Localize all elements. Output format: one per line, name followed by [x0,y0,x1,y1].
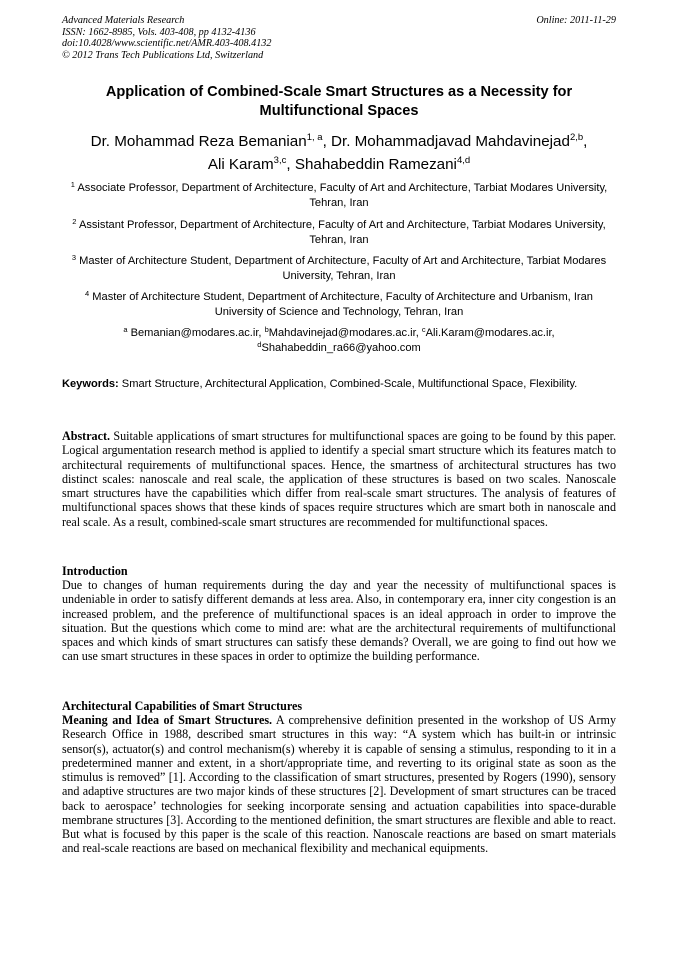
affiliation-number: 2 [72,217,77,226]
affiliation-number: 1 [70,180,75,189]
affiliation-1 [62,181,616,210]
author-name: Dr. Mohammadjavad Mahdavinejad [331,133,570,150]
affiliation-text: Associate Professor, Department of Architecture, Faculty of Art and Architecture, Tarbiat Modares University, Tehran, Iran [77,182,608,209]
affiliation-number: 3 [71,253,77,262]
introduction-heading: Introduction [62,564,128,578]
affiliation-3 [62,254,616,283]
subsection-label: Meaning and Idea of Smart Structures. [62,713,273,727]
email-superscript: b [264,325,269,334]
keywords-label: Keywords: [62,378,119,390]
affiliation-text: Master of Architecture Student, Department of Architecture, Faculty of Art and Architecture, Tarbiat Modares University, Tehran, Iran [79,255,607,282]
author-separator: , [286,156,295,173]
keywords-text: Structure, Architectural Application, Combined-Scale, Multifunctional Space, Flexibility. [151,378,578,390]
email-address: Mahdavinejad@modares.ac.ir, [268,327,422,339]
section-heading: Architectural Capabilities of Smart Structures [62,699,303,713]
author-separator: , [583,133,588,150]
keywords: Keywords: Smart Structure, Architectural Application, Combined-Scale, Multifunctional Space, Flexibility. [62,378,578,390]
issn-line: ISSN: 1662-8985, Vols. 403-408, pp 4132-4136 [62,26,256,38]
journal-header [62,15,616,61]
affiliation-text: Assistant Professor, Department of Architecture, Faculty of Art and Architecture, Tarbiat Modares University, Tehran, Iran [78,219,606,246]
author-superscript: 4,d [456,155,471,166]
copyright-line: © 2012 Trans Tech Publications Ltd, Switzerland [62,49,264,61]
author-list [62,130,616,176]
online-date: Online: 2011-11-29 [536,15,616,26]
paper-title: Application of Combined-Scale Smart Structures as a Necessity for Multifunctional Spaces [105,84,573,119]
section-body [62,713,616,856]
email-address: Shahabeddin_ra66@yahoo.com [261,341,421,354]
author-superscript: 1, a [306,132,323,143]
affiliation-number: 4 [85,289,90,298]
journal-name: Advanced Materials Research [62,15,185,26]
author-name: Ali Karam [207,156,274,173]
introduction-text: Due to changes of human requirements during the day and year the necessity of multifunctional spaces is undeniable in order to satisfy different demands at less area. Also, in contemporary era, inner city congestion is an increased problem, and the preference of multifunctional spaces is an ideal approach in order to improve the situation. But the questions which come to mind are: what are the architectural requirements of multifunctional spaces and which kinds of smart structures can satisfy these demands? Overall, we are going to find out how we can use smart structures in these spaces in order to optimize the building performance. [62,578,616,664]
section-text: A comprehensive definition presented in the workshop of US Army Research Office in 1988, described smart structures in this way: “A system which has built-in or intrinsic sensor(s), actuator(s) and control mechanism(s) whereby it is capable of sensing a stimulus, responding to it in a predetermined manner and extent, in a short/appropriate time, and reverting to its original state as soon as the stimulus is removed” [1]. According to the classification of smart structures, presented by Rogers (1990), sensory and adaptive structures are two major kinds of these structures [2]. Development of smart structures can be traced back to aerospace’ technologies for seeking incorporate sensing and actuation capabilities into space-durable membrane structures [3]. According to the mentioned definition, the smart structures are flexible and able to react. But what is focused by this paper is the scale of this reaction. Nanoscale reactions are based on smart materials and real-scale reactions are based on mechanical flexibility and mechanical equipments. [62,713,617,856]
affiliation-4 [62,290,616,319]
doi-line: doi:10.4028/www.scientific.net/AMR.403-408.4132 [62,38,272,49]
abstract [62,429,616,529]
author-superscript: 3,c [273,155,287,166]
affiliation-2 [62,218,616,247]
affiliation-text: Master of Architecture Student, Department of Architecture, Faculty of Architecture and Urbanism, Iran University of Science and Technology, Tehran, Iran [92,291,593,318]
email-superscript: a [123,325,128,334]
abstract-label: Abstract. [62,429,111,443]
email-superscript: c [421,325,426,334]
email-address: Bemanian@modares.ac.ir, [130,327,265,339]
email-address: Ali.Karam@modares.ac.ir, [425,327,555,339]
abstract-text: Suitable applications of smart structures for multifunctional spaces are going to be found by this paper. Logical argumentation research method is applied to identify a special smart structure which its features match to architectural requirements of multifunctional spaces. Hence, the smartness of architectural structures has two distinct scales: nanoscale and real scale, the application of these structures is based on two scales. Nanoscale smart structures have the capabilities which differ from real-scale smart structures. The analysis of features of multifunctional spaces shows that these kinds of spaces require structures which are smart both in nanoscale and real scale. As a result, combined-scale smart structures are recommended for multifunctional spaces. [62,429,616,529]
email-superscript: d [257,339,262,349]
email-list [62,326,616,355]
author-separator: , [322,133,332,150]
author-name: Dr. Mohammad Reza Bemanian [90,133,307,150]
author-superscript: 2,b [569,132,584,143]
author-name: Shahabeddin Ramezani [294,156,457,173]
